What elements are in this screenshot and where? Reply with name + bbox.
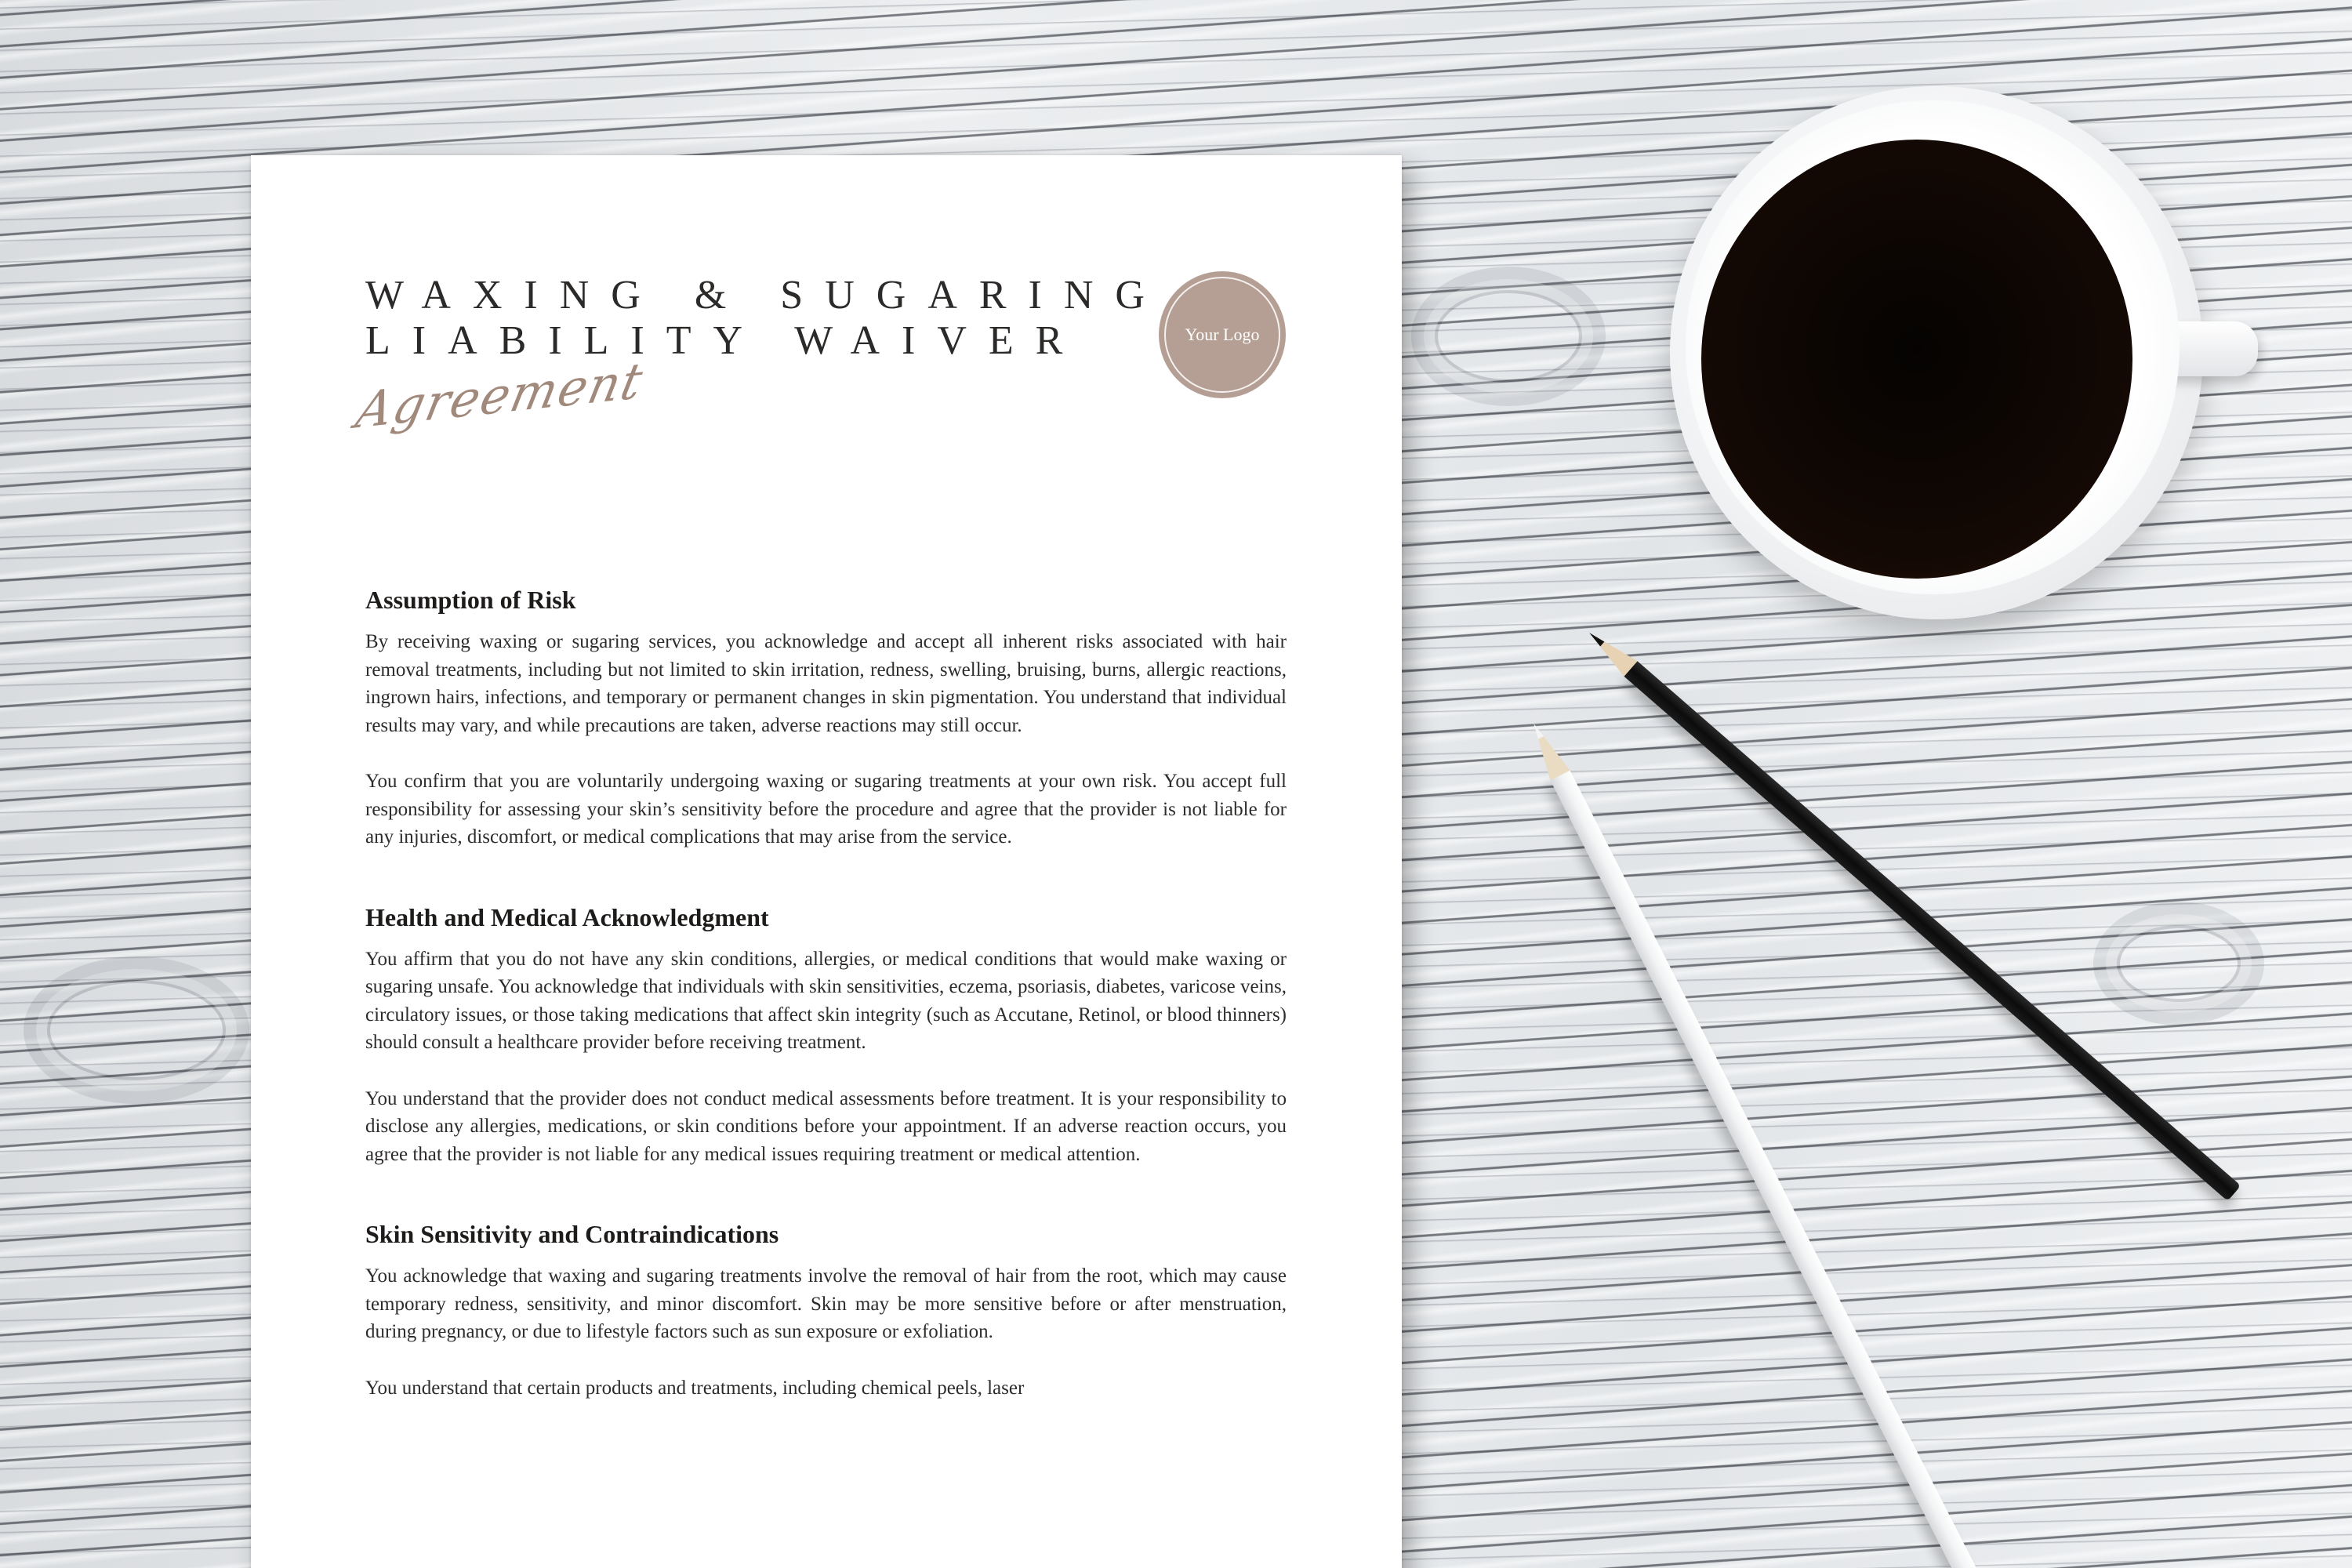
paragraph: You understand that the provider does not conduct medical assessments before treatment. It is your responsibility to disclose any allergies, medications, or skin conditions before your appointment. If an adverse reaction occurs, you agree that the provider is not liable for any medical issues requiring treatment or medical attention. bbox=[365, 1087, 1287, 1165]
wood-knot bbox=[47, 980, 226, 1080]
wood-knot bbox=[2117, 925, 2241, 1002]
paragraph: You acknowledge that waxing and sugaring treatments involve the removal of hair from the root, which may cause temporary redness, sensitivity, and minor discomfort. Skin may be more sensitive before or after menstruation, during pregnancy, or due to lifestyle factors such as sun exposure or exfoliation. bbox=[365, 1265, 1287, 1342]
paragraph: By receiving waxing or sugaring services, you acknowledge and accept all inherent risks associated with hair removal treatments, including but not limited to skin irritation, redness, swelling, bruising, burns, allergic reactions, ingrown hairs, infections, and temporary or permanent changes in skin pigmentation. You understand that individual results may vary, and while precautions are taken, adverse reactions may still occur. bbox=[365, 631, 1287, 736]
document-title-line-1: WAXING & SUGARING bbox=[365, 273, 1167, 318]
logo-placeholder bbox=[1159, 271, 1286, 398]
document-body bbox=[365, 583, 1287, 1450]
waiver-document bbox=[251, 155, 1402, 1568]
paragraph: You affirm that you do not have any skin conditions, allergies, or medical conditions that would make waxing or sugaring unsafe. You acknowledge that individuals with skin sensitivities, eczema, psoriasis, diabetes, varicose veins, circulatory issues, or those taking medications that affect skin integrity (such as Accutane, Retinol, or blood thinners) should consult a healthcare provider before receiving treatment. bbox=[365, 948, 1287, 1053]
section-heading: Skin Sensitivity and Contraindications bbox=[365, 1220, 779, 1248]
section-heading: Assumption of Risk bbox=[365, 586, 576, 614]
paragraph: You understand that certain products and treatments, including chemical peels, laser bbox=[365, 1377, 1025, 1399]
section-health-medical bbox=[365, 900, 1287, 1169]
script-subtitle: Agreement bbox=[351, 350, 649, 440]
coffee bbox=[1701, 140, 2132, 579]
document-title bbox=[365, 273, 1167, 364]
section-heading: Health and Medical Acknowledgment bbox=[365, 902, 769, 931]
paragraph: You confirm that you are voluntarily undergoing waxing or sugaring treatments at your own risk. You accept full responsibility for assessing your skin’s sensitivity before the procedure and agree that the provider is not liable for any injuries, discomfort, or medical complications that may arise from the service. bbox=[365, 771, 1287, 848]
section-assumption-of-risk bbox=[365, 583, 1287, 851]
logo-text: Your Logo bbox=[1185, 325, 1260, 344]
section-skin-sensitivity bbox=[365, 1217, 1287, 1402]
wood-knot bbox=[1435, 290, 1582, 383]
document-title-line-2: LIABILITY WAIVER bbox=[365, 318, 1085, 363]
